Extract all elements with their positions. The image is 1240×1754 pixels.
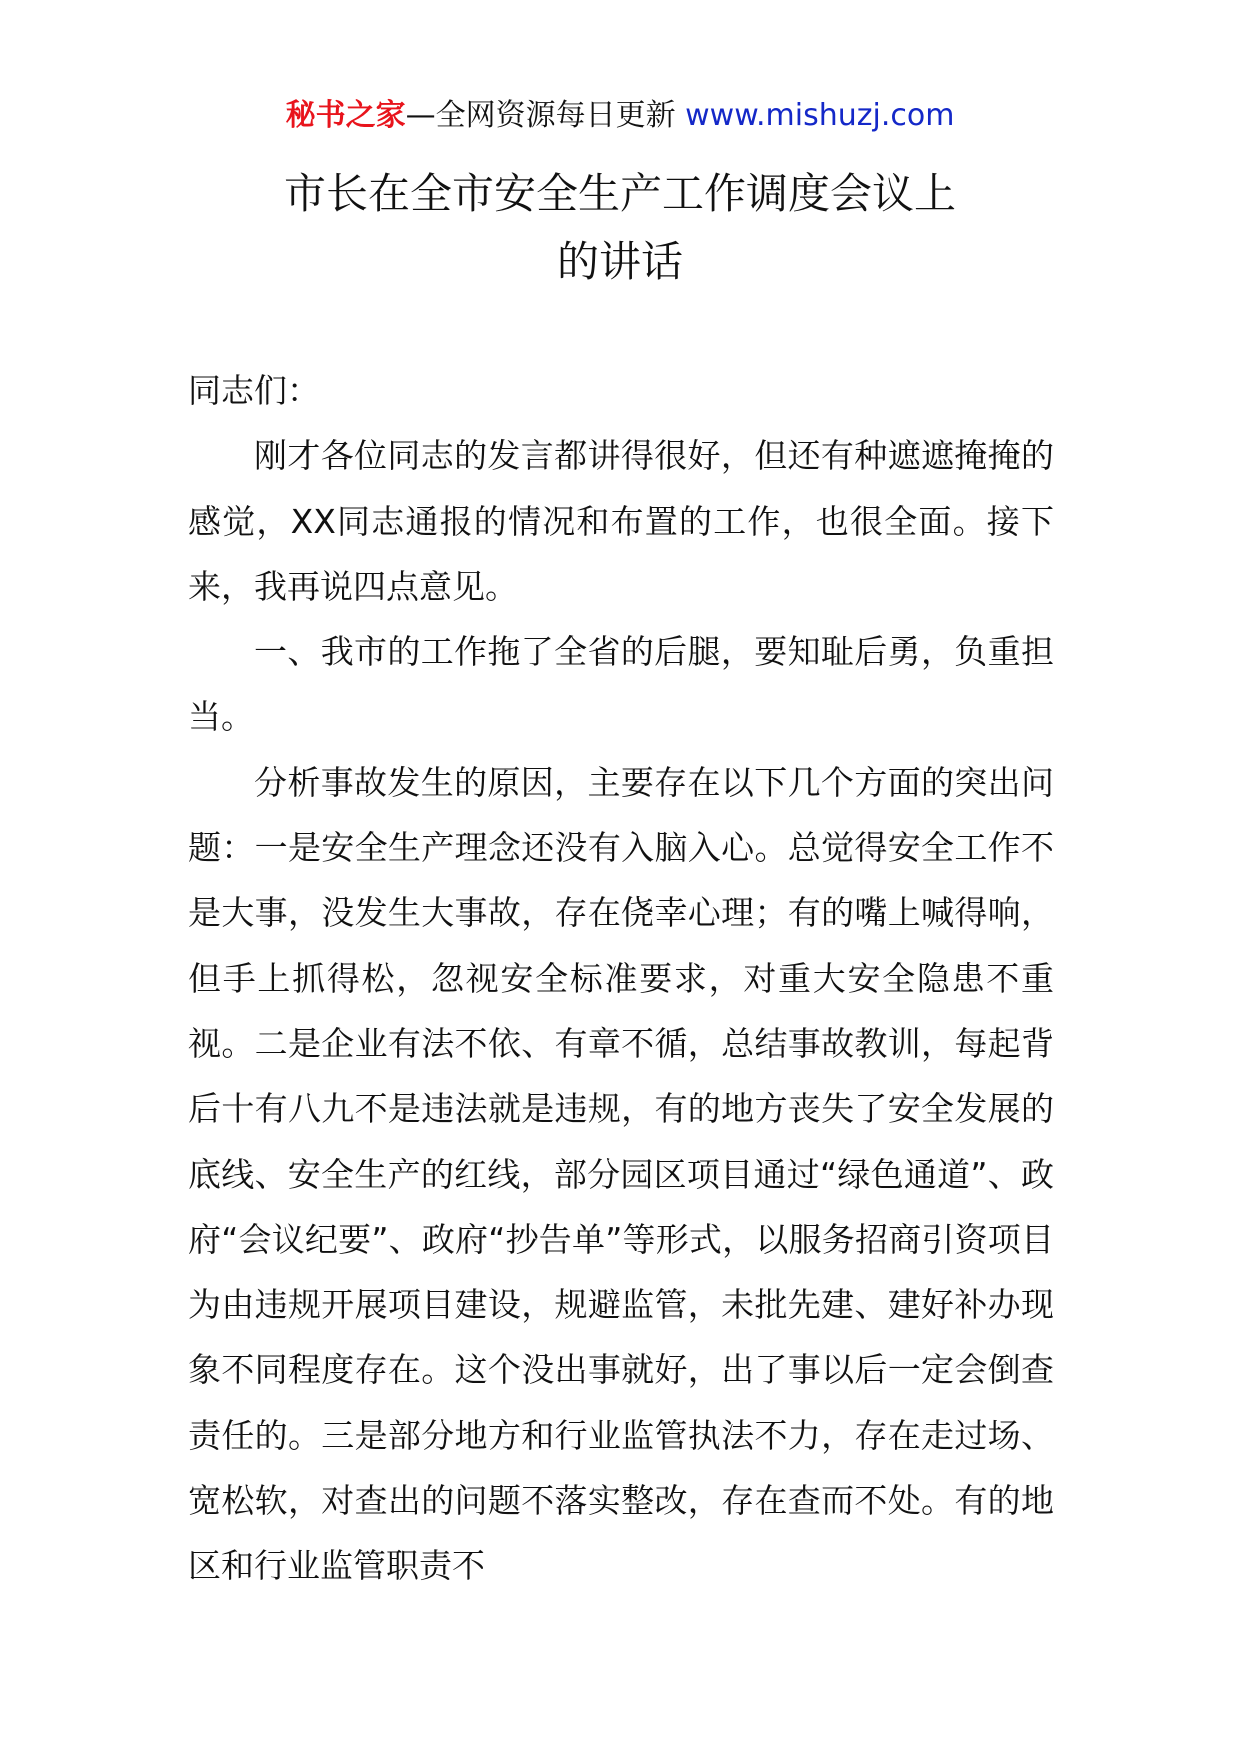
site-header: [0, 96, 1240, 136]
document-body: [188, 358, 1054, 1599]
title-line-2: 的讲话: [556, 237, 683, 286]
site-slogan: —全网资源每日更新: [405, 98, 676, 133]
site-url-link[interactable]: www.mishuzj.com: [685, 98, 955, 133]
document-title: [0, 160, 1240, 296]
salutation: 同志们：: [188, 371, 320, 410]
site-brand: 秘书之家: [285, 98, 406, 133]
title-line-1: 市长在全市安全生产工作调度会议上: [283, 169, 956, 218]
section-heading-1: 一、我市的工作拖了全省的后腿，要知耻后勇，负重担当。: [188, 632, 1054, 737]
paragraph-opening: 刚才各位同志的发言都讲得很好，但还有种遮遮掩掩的感觉，XX同志通报的情况和布置的工作，也很全面。接下来，我再说四点意见。: [188, 436, 1054, 606]
paragraph-analysis: 分析事故发生的原因，主要存在以下几个方面的突出问题：一是安全生产理念还没有入脑入心。总觉得安全工作不是大事，没发生大事故，存在侥幸心理；有的嘴上喊得响，但手上抓得松，忽视安全标准要求，对重大安全隐患不重视。二是企业有法不依、有章不循，总结事故教训，每起背后十有八九不是违法就是违规，有的地方丧失了安全发展的底线、安全生产的红线，部分园区项目通过“绿色通道”、政府“会议纪要”、政府“抄告单”等形式，以服务招商引资项目为由违规开展项目建设，规避监管，未批先建、建好补办现象不同程度存在。这个没出事就好，出了事以后一定会倒查责任的。三是部分地方和行业监管执法不力，存在走过场、宽松软，对查出的问题不落实整改，存在查而不处。有的地区和行业监管职责不: [188, 762, 1054, 1586]
